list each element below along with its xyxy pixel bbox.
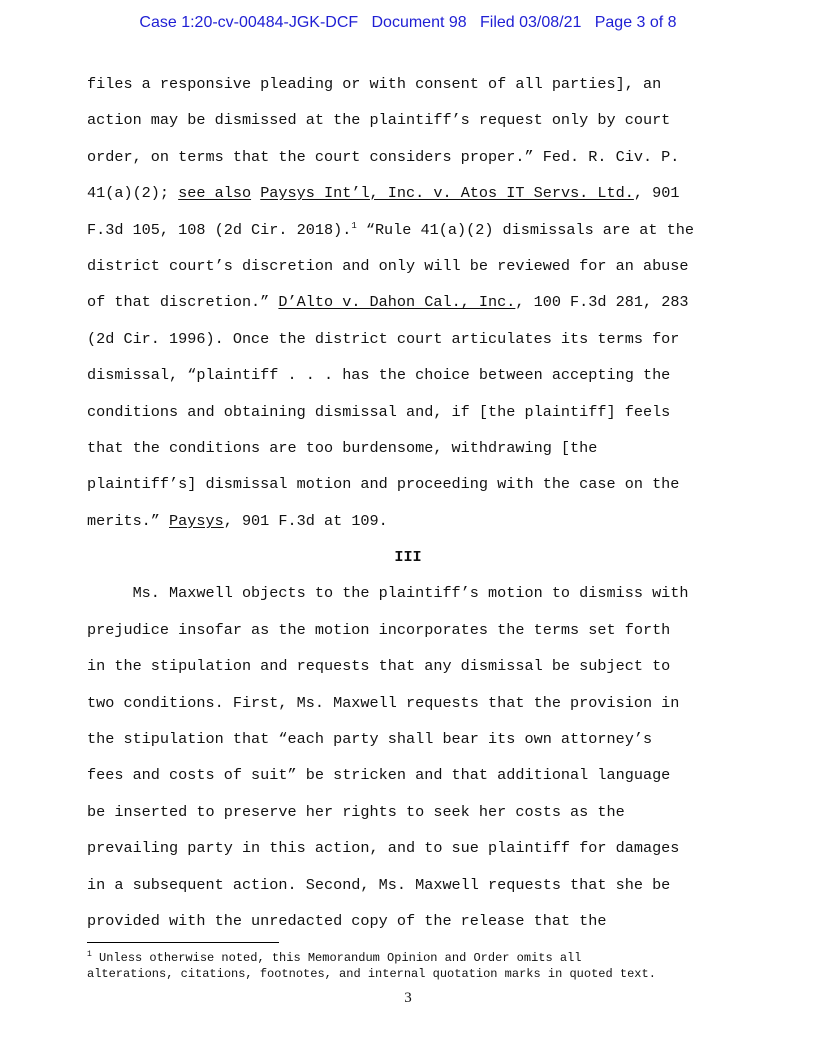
footnote-separator [87,942,279,943]
text-line: prejudice insofar as the motion incorporates the terms set forth [87,620,671,639]
text-line: Ms. Maxwell objects to the plaintiff’s motion to dismiss with [87,584,689,603]
text-line [87,290,737,326]
text-line [87,509,737,545]
page-number: 3 [404,990,412,1006]
footnote-text: Unless otherwise noted, this Memorandum Opinion and Order omits all [91,951,582,965]
text-line: in a subsequent action. Second, Ms. Maxwell requests that she be [87,875,671,894]
text-line: plaintiff’s] dismissal motion and proceeding with the case on the [87,475,680,494]
text-line: district court’s discretion and only will be reviewed for an abuse [87,256,689,275]
text-line [87,181,737,217]
text-line: two conditions. First, Ms. Maxwell requests that the provision in [87,693,680,712]
citation-text: , 901 [633,184,680,203]
text-line: prevailing party in this action, and to sue plaintiff for damages [87,839,680,858]
text-line: dismissal, “plaintiff . . . has the choice between accepting the [87,366,671,385]
text-line: order, on terms that the court considers proper.” Fed. R. Civ. P. [87,147,680,166]
quote-text: merits.” [87,511,170,530]
section-heading: III [394,548,422,567]
citation-text: , 100 F.3d 281, 283 [515,293,689,312]
text-line: conditions and obtaining dismissal and, if [the plaintiff] feels [87,402,671,421]
case-name-paysys-short: Paysys [169,511,224,530]
body-text [87,72,737,945]
text-line: fees and costs of suit” be stricken and that additional language [87,766,671,785]
case-header-stamp: Case 1:20-cv-00484-JGK-DCF Document 98 Filed 03/08/21 Page 3 of 8 [139,14,677,31]
case-name-paysys: Paysys Int’l, Inc. v. Atos IT Servs. Ltd. [260,184,634,203]
footnote-line: alterations, citations, footnotes, and internal quotation marks in quoted text. [87,967,656,981]
case-name-dalto: D’Alto v. Dahon Cal., Inc. [278,293,516,312]
quote-text: “Rule 41(a)(2) dismissals are at the [356,220,694,239]
citation-text: 41(a)(2); [87,184,179,203]
text-line: files a responsive pleading or with consent of all parties], an [87,75,662,93]
footnote-number: 1 [87,950,92,959]
footnote-marker[interactable]: 1 [351,220,357,231]
citation-text: F.3d 105, 108 (2d Cir. 2018). [87,220,352,239]
footnote-line [87,950,737,966]
text-line: the stipulation that “each party shall bear its own attorney’s [87,730,653,749]
spacer-text [251,184,260,202]
footnotes [87,950,737,982]
citation-text: , 901 F.3d at 109. [223,511,388,530]
see-also-signal: see also [178,184,252,203]
text-line: (2d Cir. 1996). Once the district court articulates its terms for [87,329,680,348]
text-line: that the conditions are too burdensome, withdrawing [the [87,438,598,457]
text-line: action may be dismissed at the plaintiff’s request only by court [87,111,671,130]
quote-text: of that discretion.” [87,293,279,312]
text-line: be inserted to preserve her rights to seek her costs as the [87,802,625,821]
text-line [87,218,737,254]
text-line: in the stipulation and requests that any dismissal be subject to [87,657,671,676]
text-line: provided with the unredacted copy of the release that the [87,911,607,930]
